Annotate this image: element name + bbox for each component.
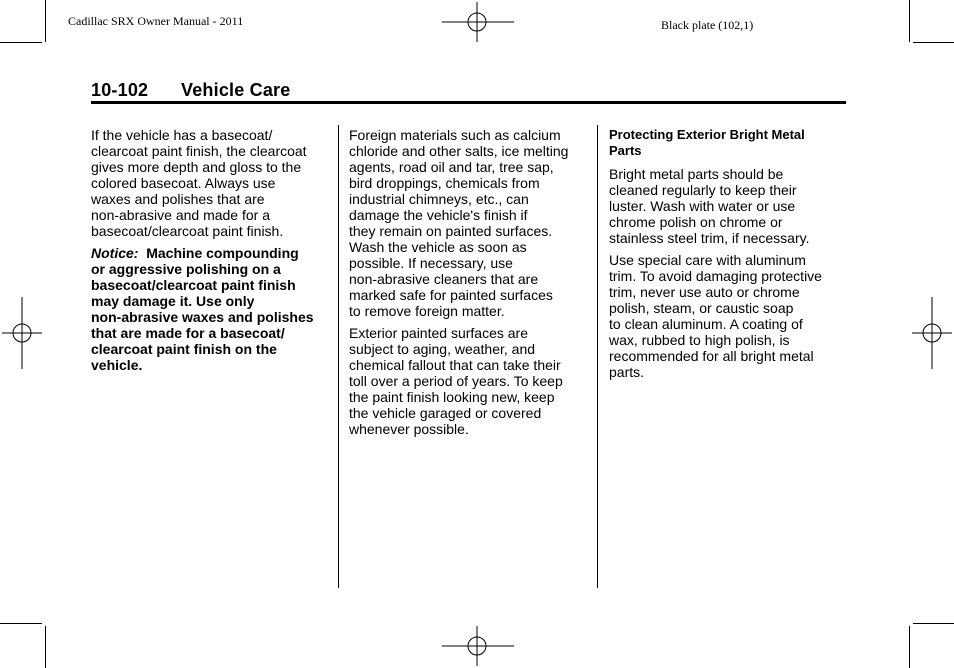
registration-mark-right-icon	[912, 297, 952, 369]
registration-mark-bottom-icon	[442, 626, 514, 666]
manual-title: Cadillac SRX Owner Manual - 2011	[68, 14, 244, 28]
crop-mark-tr-v	[909, 0, 910, 42]
crop-mark-br-v	[909, 626, 910, 668]
paragraph: Bright metal parts should be cleaned regularly to keep their luster. Wash with water or use chrome polish on chrome or stainless steel trim, if necessary.	[609, 166, 810, 246]
section-title: Vehicle Care	[181, 80, 291, 100]
registration-mark-top-icon	[442, 2, 514, 42]
crop-mark-bl-h	[0, 623, 42, 624]
plate-label: Black plate (102,1)	[661, 18, 754, 32]
title-rule	[91, 101, 846, 104]
column-2	[349, 127, 587, 443]
notice-paragraph	[91, 245, 329, 373]
crop-mark-bl-v	[45, 626, 46, 668]
column-3	[609, 127, 847, 386]
paragraph: If the vehicle has a basecoat/ clearcoat paint finish, the clearcoat gives more depth and gloss to the colored basecoat. Always use waxes and polishes that are non-abrasive and made for a basecoat/clearcoat paint finish.	[91, 127, 307, 239]
column-1	[91, 127, 329, 379]
paragraph: Foreign materials such as calcium chloride and other salts, ice melting agents, road oil and tar, tree sap, bird droppings, chemicals from industrial chimneys, etc., can damage the vehicle's finish if they remain on painted surfaces. Wash the vehicle as soon as possible. If necessary, use non-abrasive cleaners that are marked safe for painted surfaces to remove foreign matter.	[349, 127, 569, 319]
crop-mark-br-h	[913, 623, 954, 624]
page-number: 10-102	[91, 80, 149, 100]
column-divider	[338, 125, 339, 588]
crop-mark-tr-h	[913, 42, 954, 43]
crop-mark-tl-h	[0, 42, 42, 43]
section-heading: Protecting Exterior Bright Metal Parts	[609, 127, 805, 158]
registration-mark-left-icon	[2, 297, 42, 369]
notice-text: Machine compounding or aggressive polishing on a basecoat/clearcoat paint finish may damage it. Use only non-abrasive waxes and polishes that are made for a basecoat/ clearcoat paint finish on the vehicle.	[91, 245, 314, 373]
paragraph: Exterior painted surfaces are subject to aging, weather, and chemical fallout that can take their toll over a period of years. To keep the paint finish looking new, keep the vehicle garaged or covered whenever possible.	[349, 325, 563, 437]
crop-mark-tl-v	[45, 0, 46, 42]
paragraph: Use special care with aluminum trim. To avoid damaging protective trim, never use auto or chrome polish, steam, or caustic soap to clean aluminum. A coating of wax, rubbed to high polish, is recommended for all bright metal parts.	[609, 252, 822, 380]
notice-label: Notice:	[91, 245, 139, 261]
page-title	[91, 80, 290, 101]
column-divider	[597, 125, 598, 588]
